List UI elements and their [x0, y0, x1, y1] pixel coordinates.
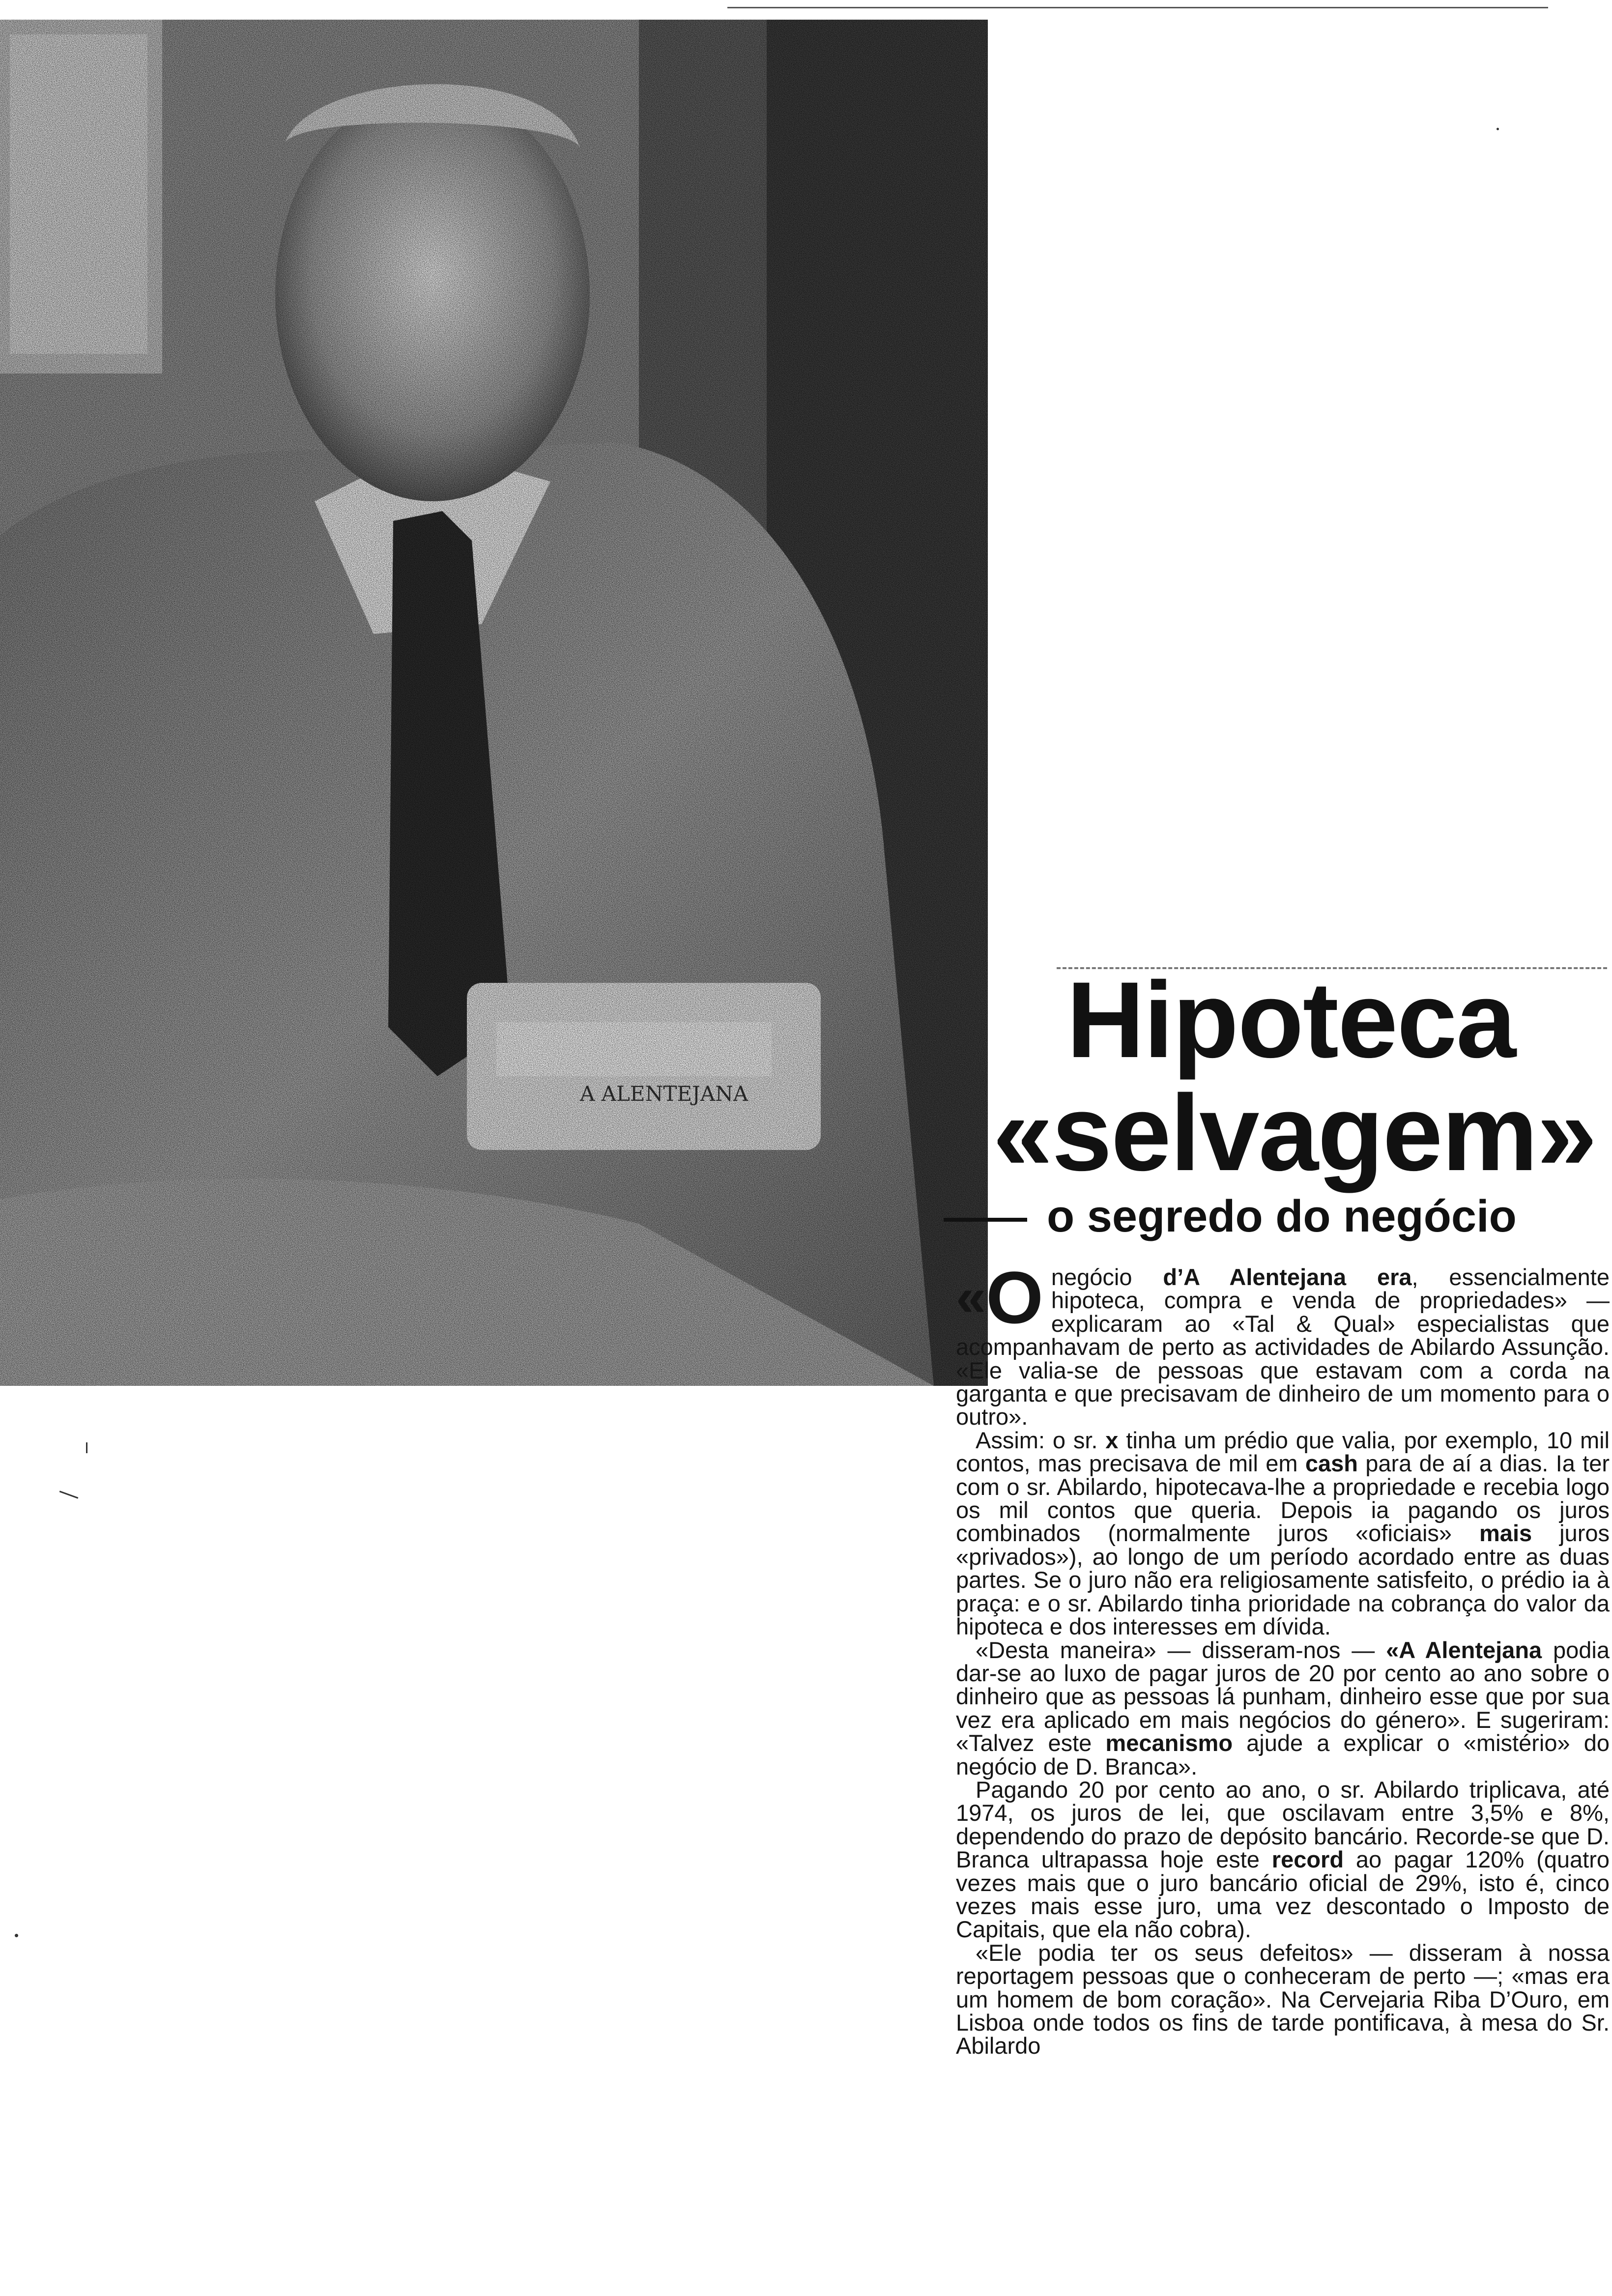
- paragraph: [956, 1429, 1610, 1638]
- scan-mark: [59, 1491, 79, 1499]
- bold-text: mais: [1479, 1520, 1532, 1547]
- body-text: Assim: o sr.: [976, 1427, 1106, 1453]
- subheading-dash: [944, 1218, 1027, 1222]
- body-text: , essencialmente hipoteca, compra e venda de propriedades» — explicaram ao «Tal & Qual» especialistas que acompanhavam de perto as actividades de Abilardo Assunção. «Ele valia-se de pessoas que estavam com a corda na garganta e que precisavam de dinheiro de um momento para o outro».: [956, 1264, 1610, 1430]
- headline-block: [993, 959, 1607, 1193]
- subheading: [944, 1189, 1607, 1243]
- bold-text: mecanismo: [1105, 1730, 1233, 1756]
- body-text: ao pagar 120% (quatro vezes mais que o juro bancário oficial de 29%, isto é, cinco vezes mais esse juro, uma vez descontado o Imposto de Capitais, que ela não cobra).: [956, 1846, 1610, 1943]
- body-text: ajude a explicar o «mistério» do negócio de D. Branca».: [956, 1730, 1610, 1779]
- paragraph: [956, 1256, 1610, 1430]
- article-body: [956, 1256, 1610, 2059]
- body-text: juros «privados»), ao longo de um período acordado entre as duas partes. Se o juro não era religiosamente satisfeito, o prédio ia à praça: e o sr. Abilardo tinha prioridade na cobrança do valor da hipoteca e dos interesses em dívida.: [956, 1520, 1610, 1640]
- bold-text: cash: [1305, 1450, 1358, 1477]
- portrait-photo: [0, 20, 988, 1386]
- body-text: negócio: [1051, 1264, 1163, 1290]
- top-rule: [727, 7, 1548, 8]
- bold-text: record: [1271, 1846, 1344, 1873]
- scan-mark: [15, 1934, 18, 1937]
- drop-cap-letter: O: [986, 1256, 1043, 1339]
- paragraph: [956, 1941, 1610, 2058]
- body-text: «Desta maneira» — disseram-nos —: [976, 1636, 1386, 1663]
- body-text: Pagando 20 por cento ao ano, o sr. Abilardo triplicava, até 1974, os juros de lei, que oscilavam entre 3,5% e 8%, dependendo do prazo de depósito bancário. Recorde-se que D. Branca ultrapassa hoje este: [956, 1776, 1610, 1873]
- headline-line-1: Hipoteca: [1066, 959, 1516, 1080]
- scan-mark: [86, 1442, 87, 1453]
- paragraph: [956, 1638, 1610, 1778]
- bold-text: d’A Alentejana era: [1163, 1264, 1412, 1290]
- bold-text: «A Alentejana: [1386, 1636, 1542, 1663]
- body-text: tinha um prédio que valia, por exemplo, 10 mil contos, mas precisava de mil em: [956, 1427, 1610, 1477]
- drop-cap-quote: «: [956, 1267, 986, 1327]
- paragraph: [956, 1778, 1610, 1941]
- subheading-text: o segredo do negócio: [1047, 1191, 1517, 1241]
- drop-cap: [956, 1256, 1043, 1339]
- body-text: «Ele podia ter os seus defeitos» — disseram à nossa reportagem pessoas que o conheceram de perto —; «mas era um homem de bom coração». Na Cervejaria Riba D’Ouro, em Lisboa onde todos os fins de tarde pontificava, à mesa do Sr. Abilardo: [956, 1939, 1610, 2059]
- headline-line-2: «selvagem»: [993, 1072, 1596, 1193]
- body-text: para de aí a dias. Ia ter com o sr. Abilardo, hipotecava-lhe a propriedade e recebia logo os mil contos que queria. Depois ia pagando os juros combinados (normalmente juros «oficiais»: [956, 1450, 1610, 1547]
- bold-text: x: [1105, 1427, 1119, 1453]
- scan-mark: [1497, 128, 1499, 130]
- body-text: podia dar-se ao luxo de pagar juros de 20 por cento ao ano sobre o dinheiro que as pessoas lá punham, dinheiro esse que por sua vez era aplicado em mais negócios do género». E sugeriram: «Talvez este: [956, 1636, 1610, 1756]
